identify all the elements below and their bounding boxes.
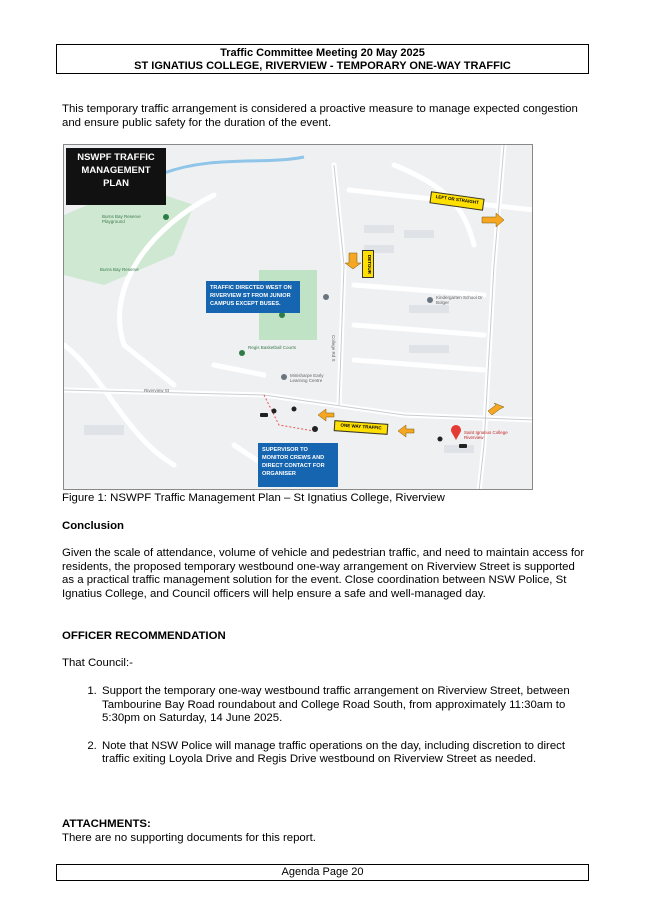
map-pin-icon xyxy=(239,350,245,356)
poi-label: Minisharpe Early Learning Centre xyxy=(290,373,324,383)
creek-line xyxy=(164,157,304,173)
map-pin-icon xyxy=(323,294,329,300)
meeting-title: Traffic Committee Meeting 20 May 2025 xyxy=(220,47,425,59)
map-pin-icon xyxy=(163,214,169,220)
plan-title-line: MANAGEMENT xyxy=(81,165,151,176)
intro-paragraph: This temporary traffic arrangement is considered a proactive measure to manage expected congestion and ensure public safety for the duration of the event. xyxy=(62,103,578,129)
arrow-icon xyxy=(488,403,504,415)
street-label: Riverview St xyxy=(144,388,170,393)
report-header xyxy=(56,44,589,74)
road xyxy=(64,390,533,420)
road xyxy=(354,285,484,295)
road xyxy=(354,360,484,370)
arrow-right-icon xyxy=(482,213,504,227)
detour-sign: DETOUR xyxy=(362,250,374,278)
plan-title-line: NSWPF TRAFFIC xyxy=(77,152,155,163)
recommendation-item: 2. Note that NSW Police will manage traffic operations on the day, including discretion to direct traffic exiting Loyola Drive and Regis Drive westbound on Riverview Street as needed. xyxy=(100,740,586,767)
police-car-icon xyxy=(459,444,467,448)
plan-title-box xyxy=(66,148,166,205)
left-or-straight-sign: LEFT OR STRAIGHT xyxy=(429,191,484,210)
plan-title-line: PLAN xyxy=(103,178,129,189)
road xyxy=(354,325,484,335)
attachments-heading: ATTACHMENTS: xyxy=(62,818,151,830)
road xyxy=(334,165,344,405)
page-footer: Agenda Page 20 xyxy=(56,864,589,881)
arrow-left-icon xyxy=(318,409,334,421)
conclusion-body: Given the scale of attendance, volume of vehicle and pedestrian traffic, and need to maintain access for residents, the proposed temporary westbound one-way arrangement on Riverview Street is supported as a practical traffic management solution for the event. Close coordination between NSW Police, St Ignatius College, and Council officers will help ensure a safe and well-managed day. xyxy=(62,547,585,600)
officer-icon xyxy=(272,409,277,414)
recommendation-heading: OFFICER RECOMMENDATION xyxy=(62,630,226,642)
recommendation-list xyxy=(62,685,586,781)
road xyxy=(64,345,174,465)
supervisor-callout: SUPERVISOR TO MONITOR CREWS AND DIRECT CONTACT FOR ORGANISER xyxy=(258,443,338,487)
conclusion-heading: Conclusion xyxy=(62,520,125,532)
poi-label: Saint Ignatius College Riverview xyxy=(464,430,508,440)
map-pin-icon xyxy=(427,297,433,303)
officer-icon xyxy=(438,437,443,442)
police-car-icon xyxy=(260,413,268,417)
poi-label: Burns Bay Reserve xyxy=(100,267,139,272)
road xyxy=(214,365,264,375)
college-pin-icon xyxy=(451,425,461,440)
recommendation-item: 1. Support the temporary one-way westbound traffic arrangement on Riverview Street, between Tambourine Bay Road roundabout and College Road South, from approximately 11:30am to 5:30pm on Saturday, 14 June 2025. xyxy=(100,685,586,726)
poi-label: Burns Bay Reserve Playground xyxy=(102,214,141,224)
one-way-sign: ONE WAY TRAFFIC xyxy=(334,420,389,435)
arrow-left-icon xyxy=(398,425,414,437)
poi-label: Kindergarten School Dr Bolger xyxy=(436,295,483,305)
figure-caption: Figure 1: NSWPF Traffic Management Plan – St Ignatius College, Riverview xyxy=(62,492,445,504)
west-direction-callout: TRAFFIC DIRECTED WEST ON RIVERVIEW ST FROM JUNIOR CAMPUS EXCEPT BUSES. xyxy=(206,281,300,313)
attachments-body: There are no supporting documents for this report. xyxy=(62,832,316,844)
report-subject: ST IGNATIUS COLLEGE, RIVERVIEW - TEMPORARY ONE-WAY TRAFFIC xyxy=(134,60,511,72)
arrow-down-icon xyxy=(345,253,361,269)
street-label: College Rd S xyxy=(331,335,336,362)
map-pin-icon xyxy=(281,374,287,380)
officer-icon xyxy=(292,407,297,412)
traffic-management-map xyxy=(63,144,533,490)
supervisor-icon xyxy=(312,426,318,432)
recommendation-lead: That Council:- xyxy=(62,657,133,669)
poi-label: Regis Basketball Courts xyxy=(248,345,297,350)
